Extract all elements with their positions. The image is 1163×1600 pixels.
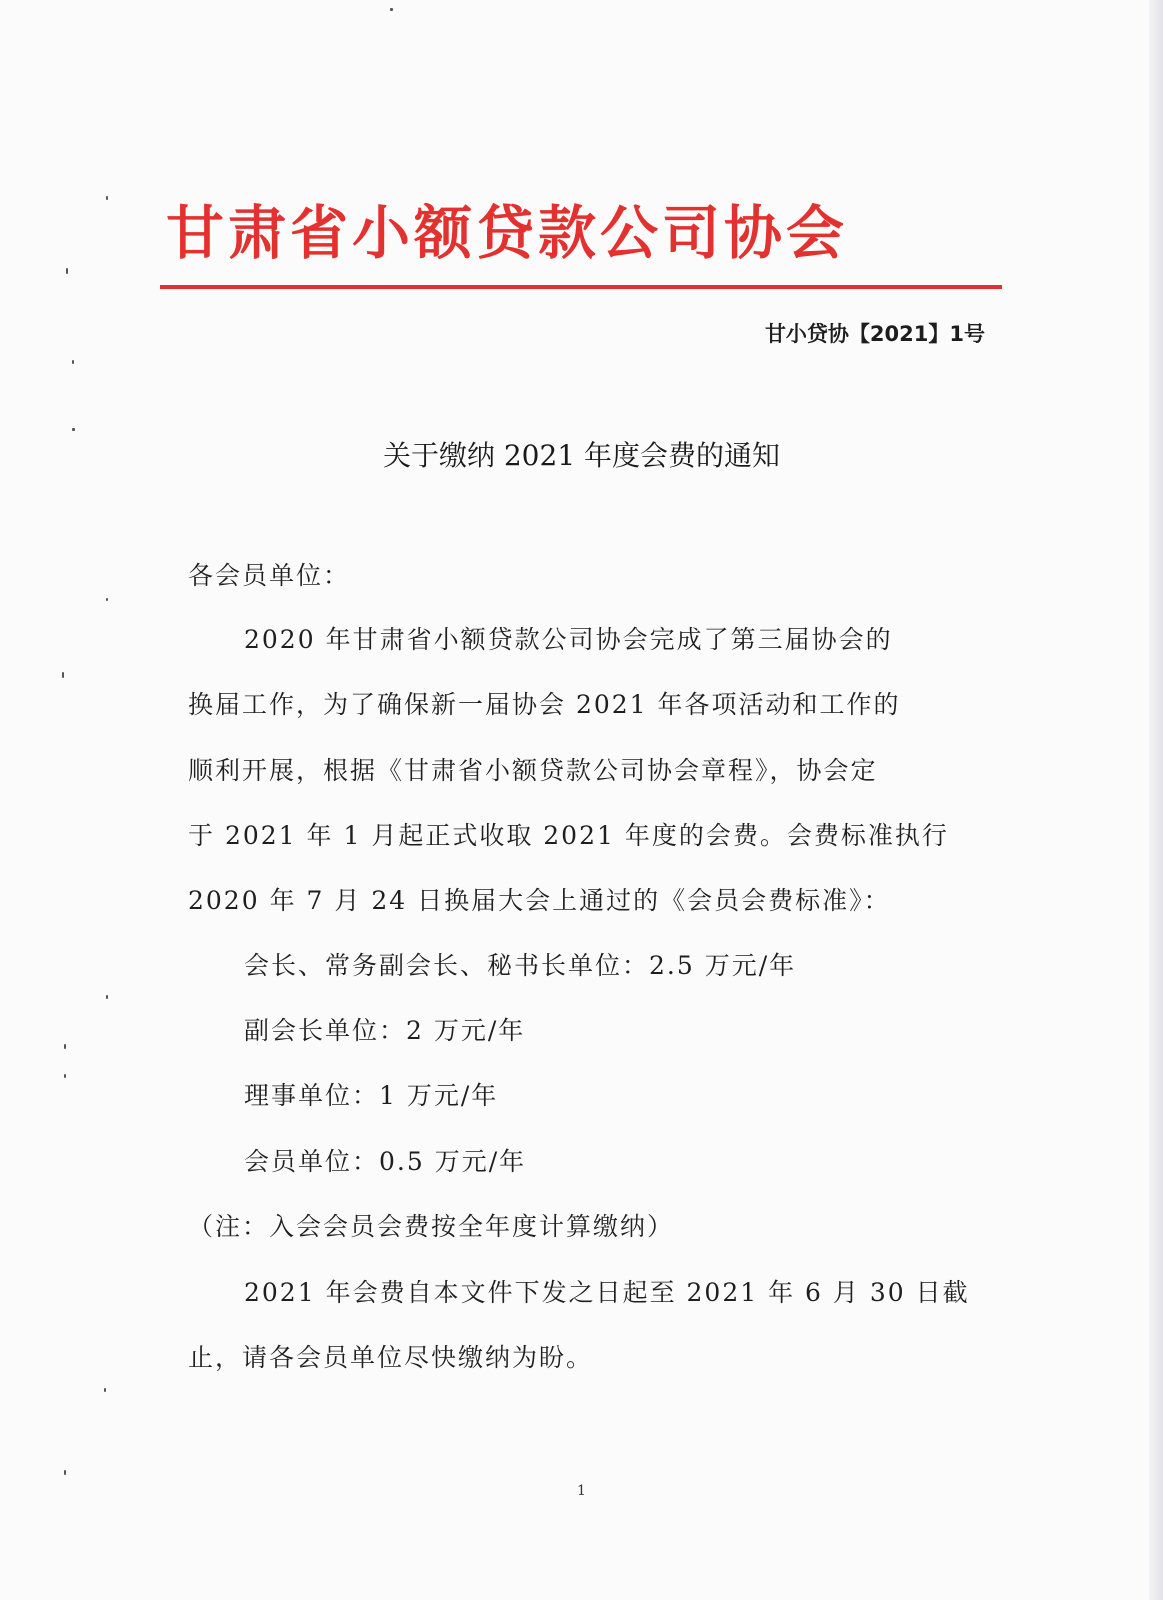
letterhead-org-name: 甘肃省小额贷款公司协会 bbox=[166, 199, 849, 267]
scan-speck bbox=[390, 8, 393, 11]
fee-note: （注：入会会员会费按全年度计算缴纳） bbox=[188, 1212, 675, 1241]
scan-speck bbox=[64, 1044, 66, 1049]
scan-speck bbox=[72, 360, 74, 364]
paragraph-2-line-2: 止，请各会员单位尽快缴纳为盼。 bbox=[188, 1343, 594, 1372]
scan-speck bbox=[72, 428, 75, 431]
fee-president: 会长、常务副会长、秘书长单位：2.5 万元/年 bbox=[244, 951, 797, 980]
scan-speck bbox=[64, 1074, 66, 1078]
page-edge-shadow bbox=[1149, 0, 1163, 1600]
page-number: 1 bbox=[577, 1483, 586, 1499]
paragraph-1-line-4: 于 2021 年 1 月起正式收取 2021 年度的会费。会费标准执行 bbox=[188, 821, 949, 850]
document-number: 甘小贷协【2021】1号 bbox=[764, 322, 985, 346]
paragraph-1-line-5: 2020 年 7 月 24 日换届大会上通过的《会员会费标准》： bbox=[188, 886, 891, 915]
scan-speck bbox=[66, 268, 68, 274]
paragraph-1-line-1: 2020 年甘肃省小额贷款公司协会完成了第三届协会的 bbox=[244, 625, 893, 654]
fee-vice-president: 副会长单位：2 万元/年 bbox=[244, 1016, 526, 1045]
paragraph-1-line-3: 顺利开展，根据《甘肃省小额贷款公司协会章程》，协会定 bbox=[188, 756, 878, 785]
paragraph-2-line-1: 2021 年会费自本文件下发之日起至 2021 年 6 月 30 日截 bbox=[244, 1278, 970, 1307]
scan-speck bbox=[106, 196, 108, 200]
letterhead-red-rule bbox=[160, 285, 1002, 289]
document-title: 关于缴纳 2021 年度会费的通知 bbox=[382, 439, 781, 472]
scan-speck bbox=[62, 672, 64, 678]
scan-speck bbox=[64, 1470, 66, 1475]
scan-speck bbox=[104, 1388, 106, 1392]
paragraph-1-line-2: 换届工作，为了确保新一届协会 2021 年各项活动和工作的 bbox=[188, 690, 901, 719]
salutation: 各会员单位： bbox=[188, 561, 351, 590]
fee-member: 会员单位：0.5 万元/年 bbox=[244, 1147, 527, 1176]
scan-speck bbox=[106, 598, 108, 601]
scan-speck bbox=[106, 995, 108, 999]
fee-director: 理事单位：1 万元/年 bbox=[244, 1081, 499, 1110]
